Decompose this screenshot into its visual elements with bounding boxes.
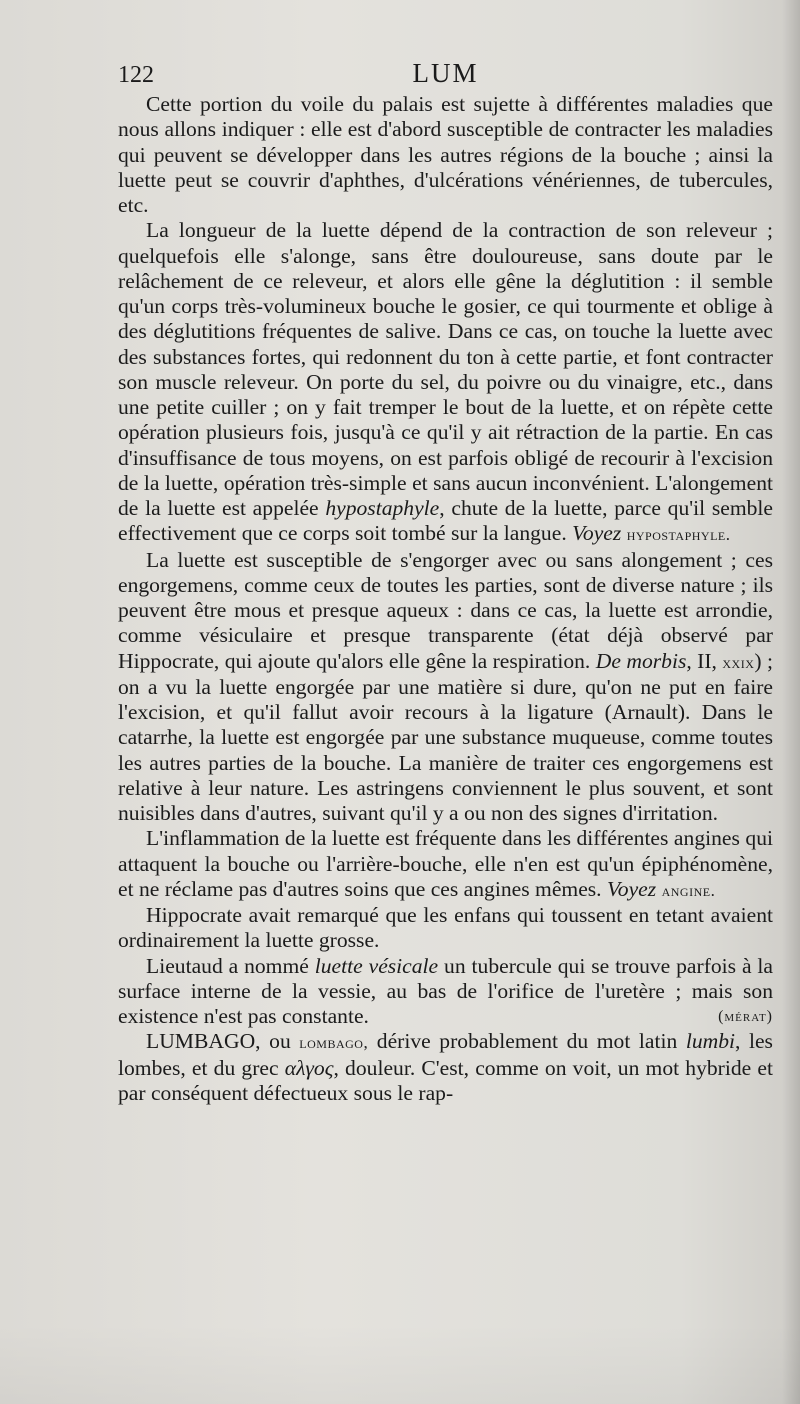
paragraph-2: La longueur de la luette dépend de la contraction de son releveur ; quelquefois elle s'alonge, sans être douloureuse, sans doute par le relâchement de ce releveur, et alors elle gêne la déglutition : il semble qu'un corps très-volumineux bouche le gosier, ce qui tourmente et oblige à des déglutitions fréquentes de salive. Dans ce cas, on touche la luette avec des substances fortes, qui redonnent du ton à cette partie, et font contracter son muscle releveur. On porte du sel, du poivre ou du vinaigre, etc., dans une petite cuiller ; on y fait tremper le bout de la luette, et on répète cette opération plusieurs fois, jusqu'à ce qu'il y ait rétraction de la partie. En cas d'insuffisance de tous moyens, on est parfois obligé de recourir à l'excision de la luette, opération très-simple et sans aucun inconvénient. L'alongement de la luette est appelée hypostaphyle, chute de la luette, parce qu'il semble effectivement que ce corps soit tombé sur la langue. Voyez hypostaphyle. (118, 218, 773, 546)
work-title: De morbis (595, 648, 687, 673)
author-signature: (mérat) (718, 1008, 773, 1025)
voyez-label: Voyez (572, 521, 622, 546)
page-spine-shadow (782, 0, 800, 1404)
paragraph-7: LUMBAGO, ou lombago, dérive probablement du mot latin lumbi, les lombes, et du grec αλγος, douleur. C'est, comme on voit, un mot hybride et par conséquent défectueux sous le rap- (118, 1029, 773, 1105)
body-text (118, 92, 773, 1106)
entry-variant: lombago, (299, 1033, 369, 1053)
term-hypostaphyle: hypostaphyle (325, 496, 440, 520)
voyez-label: Voyez (607, 876, 657, 901)
page-header (118, 58, 773, 94)
paragraph-1: Cette portion du voile du palais est sujette à différentes maladies que nous allons indiquer : elle est d'abord susceptible de contracter les maladies qui peuvent se développer dans les autres régions de la bouche ; ainsi la luette peut se couvrir d'aphthes, d'ulcérations vénériennes, de tubercules, etc. (118, 92, 773, 217)
cross-reference: hypostaphyle. (626, 525, 731, 545)
page-number: 122 (118, 62, 154, 88)
term-luette-vesicale: luette vésicale (314, 953, 439, 978)
paragraph-5: Hippocrate avait remarqué que les enfans qui toussent en tetant avaient ordinairement la luette grosse. (118, 903, 773, 953)
page-bottom-shadow (0, 1324, 800, 1404)
chapter-ref: xxix (722, 652, 755, 672)
latin-word: lumbi (685, 1029, 736, 1054)
paragraph-4: L'inflammation de la luette est fréquente dans les différentes angines qui attaquent la bouche ou l'arrière-bouche, elle n'en est qu'un épiphénomène, et ne réclame pas d'autres soins que ces angines mêmes. Voyez angine. (118, 826, 773, 901)
greek-word: αλγος (284, 1055, 334, 1080)
running-head: LUM (412, 58, 479, 88)
entry-headword: LUMBAGO, (146, 1029, 261, 1054)
paragraph-6: Lieutaud a nommé luette vésicale un tubercule qui se trouve parfois à la surface interne de la vessie, au bas de l'orifice de l'uretère ; mais son existence n'est pas constante. (mérat) (118, 953, 774, 1028)
paragraph-3: La luette est susceptible de s'engorger avec ou sans alongement ; ces engorgemens, comme ceux de toutes les parties, sont de diverse nature ; ils peuvent être mous et presque aqueux : dans ce cas, la luette est arrondie, comme vésiculaire et presque transparente (état déjà observé par Hippocrate, qui ajoute qu'alors elle gêne la respiration. De morbis, II, xxix) ; on a vu la luette engorgée par une matière si dure, qu'on ne put en faire l'excision, et qu'il fallut avoir recours à la ligature (Arnault). Dans le catarrhe, la luette est engorgée par une substance muqueuse, comme toutes les autres parties de la bouche. La manière de traiter ces engorgemens est relative à leur nature. Les astringens conviennent le plus souvent, et sont nuisibles dans d'autres, suivant qu'il y a ou non des signes d'irritation. (118, 547, 774, 825)
cross-reference: angine. (661, 880, 716, 900)
